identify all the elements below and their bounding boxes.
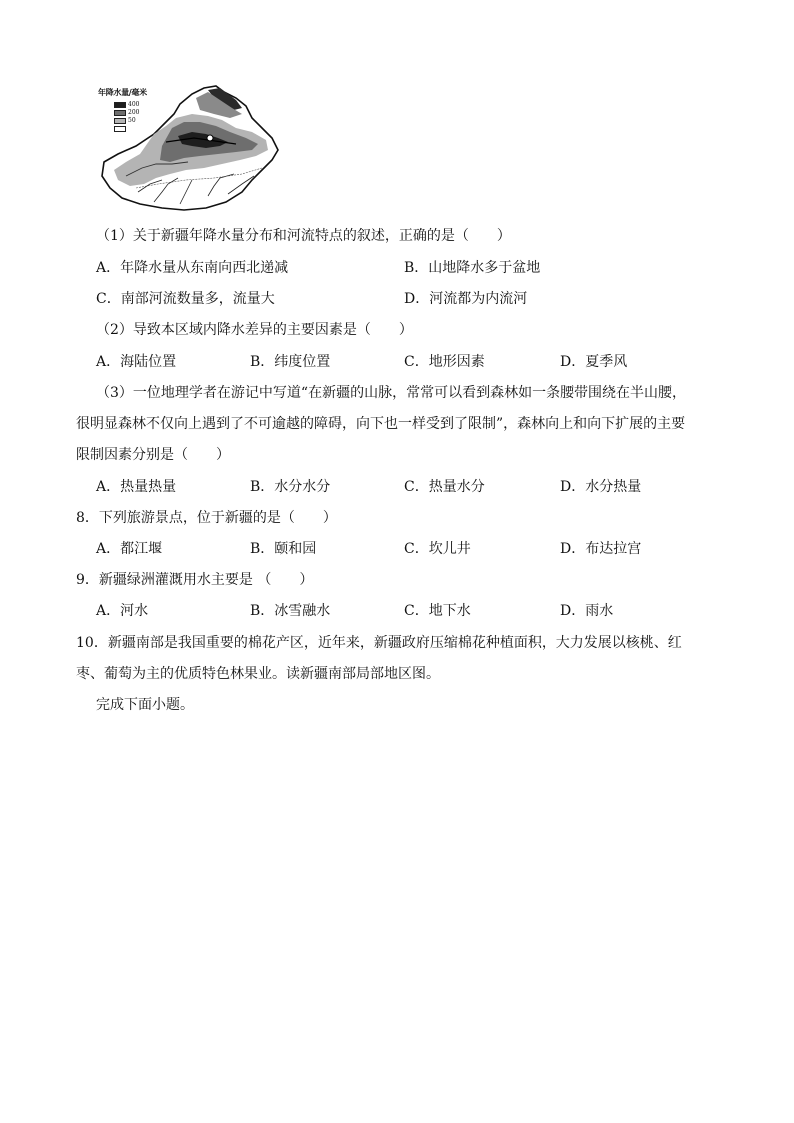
question-7-3-option-d[interactable]: D．水分热量: [560, 479, 642, 495]
question-7-2-stem: （2）导致本区域内降水差异的主要因素是（ ）: [96, 322, 413, 338]
question-10-instruction: 完成下面小题。: [96, 697, 194, 713]
legend-swatch-200: [114, 110, 126, 116]
xinjiang-precipitation-map: [96, 84, 282, 214]
question-9-option-b[interactable]: B．冰雪融水: [250, 603, 331, 619]
question-9-option-c[interactable]: C．地下水: [404, 603, 471, 619]
legend-title: 年降水量/毫米: [98, 87, 147, 97]
legend-label-200: 200: [128, 109, 140, 116]
question-8-option-b[interactable]: B．颐和园: [250, 541, 317, 557]
question-9-stem: 9．新疆绿洲灌溉用水主要是 （ ）: [76, 572, 314, 588]
question-7-2-option-b[interactable]: B．纬度位置: [250, 354, 331, 370]
legend-item-200: [114, 109, 139, 116]
question-9-option-a[interactable]: A．河水: [96, 603, 149, 619]
legend-label-400: 400: [128, 101, 140, 108]
legend-swatch-50: [114, 118, 126, 124]
question-8-option-a[interactable]: A．都江堰: [96, 541, 163, 557]
legend-swatch-blank: [114, 126, 126, 132]
legend-item-blank: [114, 125, 128, 132]
question-10-stem-line1: 10．新疆南部是我国重要的棉花产区，近年来，新疆政府压缩棉花种植面积，大力发展以核桃、红: [76, 635, 682, 651]
question-7-1-option-c[interactable]: C．南部河流数量多，流量大: [96, 291, 275, 307]
legend-item-400: [114, 101, 139, 108]
question-7-2-option-c[interactable]: C．地形因素: [404, 354, 485, 370]
legend-item-50: [114, 117, 136, 124]
legend-swatch-400: [114, 102, 126, 108]
question-8-stem: 8．下列旅游景点，位于新疆的是（ ）: [76, 510, 337, 526]
question-7-3-option-a[interactable]: A．热量热量: [96, 479, 177, 495]
question-7-3-stem-line3: 限制因素分别是（ ）: [76, 447, 230, 463]
question-7-2-option-d[interactable]: D．夏季风: [560, 354, 628, 370]
legend-label-50: 50: [128, 117, 136, 124]
question-7-3-option-b[interactable]: B．水分水分: [250, 479, 331, 495]
question-8-option-d[interactable]: D．布达拉宫: [560, 541, 642, 557]
question-7-2-option-a[interactable]: A．海陆位置: [96, 354, 177, 370]
question-7-1-option-a[interactable]: A．年降水量从东南向西北递减: [96, 260, 289, 276]
city-marker: [207, 135, 213, 141]
question-7-1-option-b[interactable]: B．山地降水多于盆地: [404, 260, 541, 276]
question-7-3-stem-line2: 很明显森林不仅向上遇到了不可逾越的障碍，向下也一样受到了限制”，森林向上和向下扩展的主要: [76, 416, 686, 432]
question-7-1-option-d[interactable]: D．河流都为内流河: [404, 291, 528, 307]
question-10-stem-line2: 枣、葡萄为主的优质特色林果业。读新疆南部局部地区图。: [76, 666, 440, 682]
question-7-3-option-c[interactable]: C．热量水分: [404, 479, 485, 495]
question-7-1-stem: （1）关于新疆年降水量分布和河流特点的叙述，正确的是（ ）: [96, 228, 511, 244]
question-8-option-c[interactable]: C．坎儿井: [404, 541, 471, 557]
question-9-option-d[interactable]: D．雨水: [560, 603, 614, 619]
question-7-3-stem-line1: （3）一位地理学者在游记中写道“在新疆的山脉，常常可以看到森林如一条腰带围绕在半山腰，: [96, 385, 687, 401]
